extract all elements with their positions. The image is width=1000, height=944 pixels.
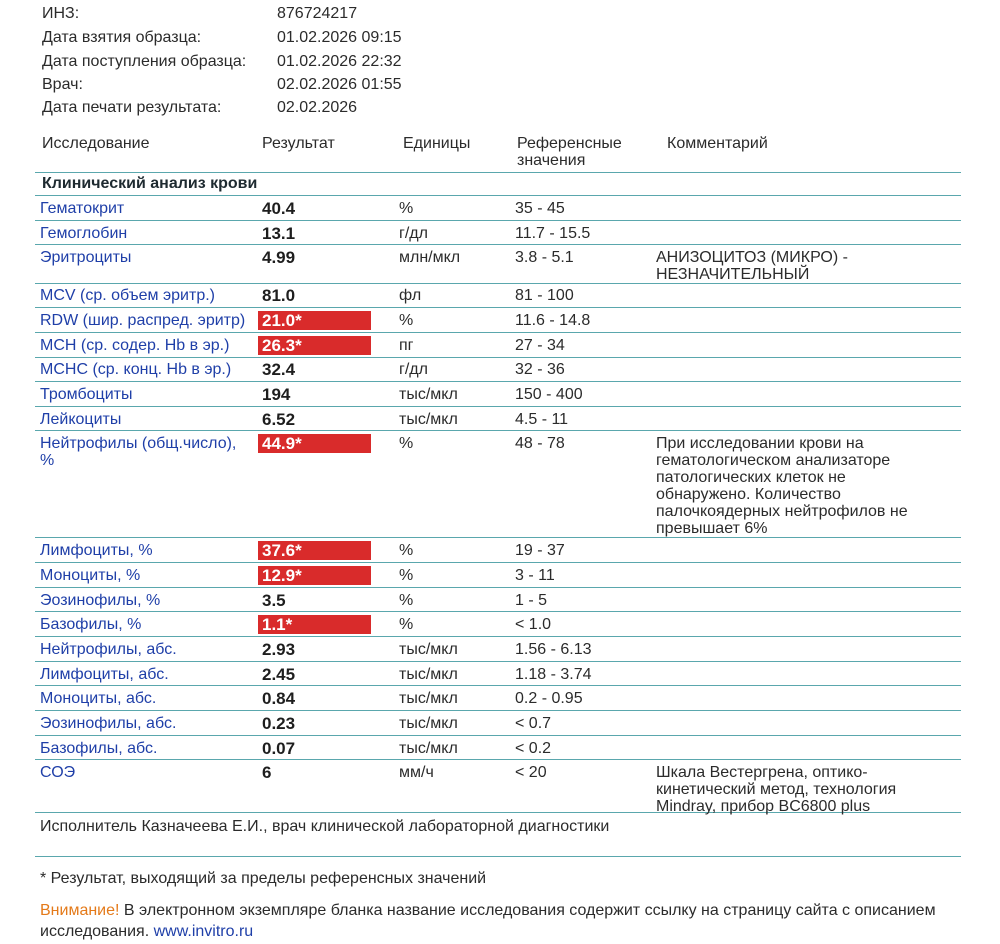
test-name-link[interactable]: MCH (ср. содер. Hb в эр.)	[40, 337, 230, 354]
unit: г/дл	[399, 361, 428, 378]
result-value: 0.23	[262, 714, 296, 733]
result-value: 1.1*	[258, 615, 371, 634]
row-divider	[35, 220, 961, 221]
test-name-link[interactable]: Базофилы, абс.	[40, 740, 158, 757]
unit: тыс/мкл	[399, 666, 458, 683]
reference-range: 150 - 400	[515, 386, 583, 403]
result-value: 6.52	[262, 410, 296, 429]
test-name-link[interactable]: Моноциты, %	[40, 567, 141, 584]
reference-range: 3 - 11	[515, 567, 555, 584]
row-divider	[35, 685, 961, 686]
row-divider	[35, 661, 961, 662]
row-divider	[35, 759, 961, 760]
unit: тыс/мкл	[399, 690, 458, 707]
row-divider	[35, 307, 961, 308]
test-name-link[interactable]: Лимфоциты, абс.	[40, 666, 169, 683]
executor: Исполнитель Казначеева Е.И., врач клинической лабораторной диагностики	[40, 818, 610, 835]
row-divider	[35, 357, 961, 358]
test-name-link[interactable]: Гематокрит	[40, 200, 125, 217]
result-value: 2.93	[262, 640, 296, 659]
unit: %	[399, 592, 414, 609]
reference-range: < 0.7	[515, 715, 552, 732]
info-label: Дата поступления образца:	[42, 53, 247, 70]
reference-range: < 20	[515, 764, 547, 781]
reference-range: 1 - 5	[515, 592, 548, 609]
row-divider	[35, 381, 961, 382]
reference-range: 0.2 - 0.95	[515, 690, 583, 707]
unit: %	[399, 312, 414, 329]
row-divider	[35, 636, 961, 637]
test-name-link[interactable]: Лейкоциты	[40, 411, 122, 428]
unit: млн/мкл	[399, 249, 461, 266]
unit: %	[399, 542, 414, 559]
reference-range: 48 - 78	[515, 435, 565, 452]
reference-range: 27 - 34	[515, 337, 565, 354]
result-value: 6	[262, 763, 272, 782]
result-value: 13.1	[262, 224, 296, 243]
divider	[35, 856, 961, 857]
row-divider	[35, 332, 961, 333]
test-name-link[interactable]: Эозинофилы, абс.	[40, 715, 177, 732]
unit: %	[399, 567, 414, 584]
info-label: Врач:	[42, 76, 83, 93]
result-value: 32.4	[262, 360, 296, 379]
reference-range: 19 - 37	[515, 542, 565, 559]
unit: г/дл	[399, 225, 428, 242]
test-name-link[interactable]: Эритроциты	[40, 249, 132, 266]
reference-range: < 0.2	[515, 740, 552, 757]
footnote: * Результат, выходящий за пределы референсных значений	[40, 870, 487, 887]
result-value: 81.0	[262, 286, 296, 305]
reference-range: 3.8 - 5.1	[515, 249, 574, 266]
info-value: 01.02.2026 09:15	[277, 29, 402, 46]
info-value: 876724217	[277, 5, 358, 22]
test-name-link[interactable]: Моноциты, абс.	[40, 690, 157, 707]
test-name-link[interactable]: Нейтрофилы, абс.	[40, 641, 177, 658]
result-value: 40.4	[262, 199, 296, 218]
row-divider	[35, 195, 961, 196]
test-name-link[interactable]: MCHC (ср. конц. Hb в эр.)	[40, 361, 232, 378]
info-label: Дата печати результата:	[42, 99, 222, 116]
result-value: 3.5	[262, 591, 286, 610]
test-name-link[interactable]: Тромбоциты	[40, 386, 133, 403]
unit: тыс/мкл	[399, 740, 458, 757]
unit: пг	[399, 337, 414, 354]
unit: тыс/мкл	[399, 715, 458, 732]
result-value: 37.6*	[258, 541, 371, 560]
comment: АНИЗОЦИТОЗ (МИКРО) - НЕЗНАЧИТЕЛЬНЫЙ	[656, 249, 848, 283]
reference-range: 11.7 - 15.5	[515, 225, 591, 242]
unit: %	[399, 200, 414, 217]
row-divider	[35, 537, 961, 538]
notice-warning: Внимание!	[40, 902, 120, 919]
info-value: 02.02.2026	[277, 99, 358, 116]
row-divider	[35, 710, 961, 711]
info-value: 01.02.2026 22:32	[277, 53, 402, 70]
info-label: Дата взятия образца:	[42, 29, 202, 46]
unit: фл	[399, 287, 422, 304]
result-value: 12.9*	[258, 566, 371, 585]
test-name-link[interactable]: RDW (шир. распред. эритр)	[40, 312, 246, 329]
header-result: Результат	[262, 135, 335, 152]
info-value: 02.02.2026 01:55	[277, 76, 402, 93]
info-label: ИНЗ:	[42, 5, 80, 22]
result-value: 26.3*	[258, 336, 371, 355]
unit: %	[399, 616, 414, 633]
unit: тыс/мкл	[399, 641, 458, 658]
row-divider	[35, 735, 961, 736]
test-name-link[interactable]: Гемоглобин	[40, 225, 128, 242]
result-value: 44.9*	[258, 434, 371, 453]
unit: мм/ч	[399, 764, 434, 781]
test-name-link[interactable]: MCV (ср. объем эритр.)	[40, 287, 215, 304]
result-value: 4.99	[262, 248, 296, 267]
result-value: 2.45	[262, 665, 296, 684]
comment: Шкала Вестергрена, оптико-кинетический метод, технология Mindray, прибор BC6800 plus	[656, 764, 897, 815]
result-value: 21.0*	[258, 311, 371, 330]
unit: тыс/мкл	[399, 411, 458, 428]
reference-range: 81 - 100	[515, 287, 574, 304]
row-divider	[35, 283, 961, 284]
row-divider	[35, 430, 961, 431]
unit: %	[399, 435, 414, 452]
row-divider	[35, 587, 961, 588]
result-value: 194	[262, 385, 291, 404]
test-name-link[interactable]: СОЭ	[40, 764, 76, 781]
reference-range: 11.6 - 14.8	[515, 312, 591, 329]
reference-range: 4.5 - 11	[515, 411, 569, 428]
reference-range: 35 - 45	[515, 200, 565, 217]
row-divider	[35, 562, 961, 563]
header-test: Исследование	[42, 135, 150, 152]
row-divider	[35, 406, 961, 407]
section-title: Клинический анализ крови	[42, 175, 258, 192]
test-name-link[interactable]: Нейтрофилы (общ.число), %	[40, 435, 237, 469]
unit: тыс/мкл	[399, 386, 458, 403]
test-name-link[interactable]: Базофилы, %	[40, 616, 142, 633]
reference-range: 1.56 - 6.13	[515, 641, 592, 658]
invitro-link[interactable]: www.invitro.ru	[153, 923, 254, 940]
row-divider	[35, 244, 961, 245]
notice	[40, 900, 980, 942]
reference-range: < 1.0	[515, 616, 552, 633]
row-divider	[35, 611, 961, 612]
result-value: 0.07	[262, 739, 296, 758]
result-value: 0.84	[262, 689, 296, 708]
reference-range: 32 - 36	[515, 361, 565, 378]
reference-range: 1.18 - 3.74	[515, 666, 592, 683]
row-divider	[35, 172, 961, 173]
notice-text: В электронном экземпляре бланка название исследования содержит ссылку на страницу сайта с описанием исследования.	[40, 902, 936, 940]
header-comment: Комментарий	[667, 135, 768, 152]
comment: При исследовании крови на гематологическом анализаторе патологических клеток не обнаружено. Количество палочкоядерных нейтрофилов не превышает 6%	[656, 435, 908, 537]
test-name-link[interactable]: Лимфоциты, %	[40, 542, 153, 559]
header-units: Единицы	[403, 135, 471, 152]
test-name-link[interactable]: Эозинофилы, %	[40, 592, 161, 609]
header-reference: Референсные значения	[517, 135, 622, 169]
